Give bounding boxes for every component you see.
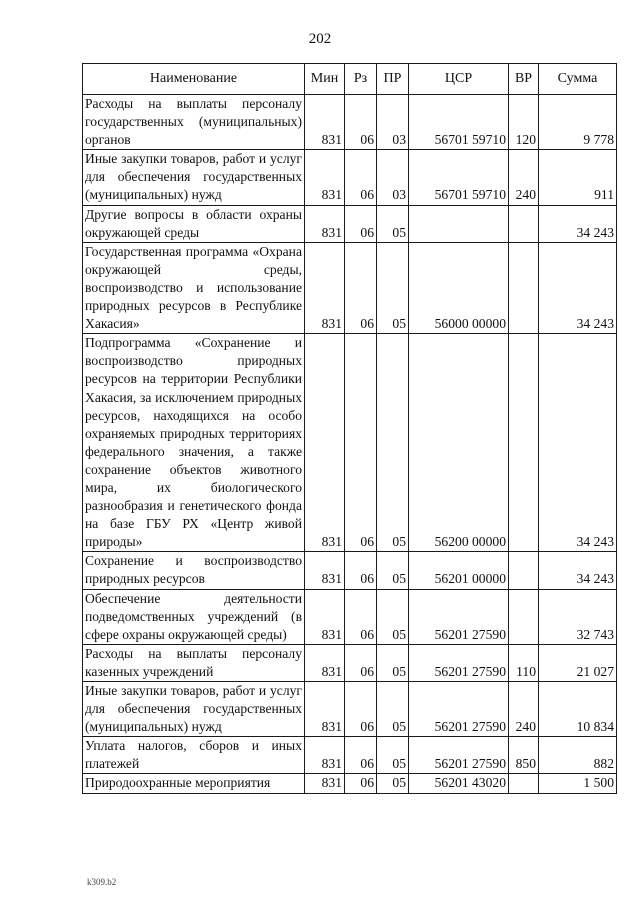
header-csr: ЦСР — [409, 64, 509, 95]
row-csr: 56201 00000 — [409, 552, 509, 589]
table-row — [83, 334, 617, 552]
row-csr: 56201 27590 — [409, 682, 509, 737]
row-pr: 05 — [377, 552, 409, 589]
row-sum: 34 243 — [539, 205, 617, 242]
footer-code: k309.b2 — [87, 877, 117, 887]
row-sum: 34 243 — [539, 334, 617, 552]
row-name: Государственная программа «Охрана окружающей среды, воспроизводство и использование природных ресурсов в Республике Хакасия» — [83, 242, 305, 333]
row-pr: 05 — [377, 682, 409, 737]
row-rz: 06 — [345, 552, 377, 589]
row-csr: 56201 27590 — [409, 644, 509, 681]
row-csr: 56701 59710 — [409, 150, 509, 205]
row-name: Расходы на выплаты персоналу государственных (муниципальных) органов — [83, 95, 305, 150]
table-row — [83, 774, 617, 793]
row-csr: 56201 27590 — [409, 589, 509, 644]
row-vr — [509, 334, 539, 552]
row-vr: 240 — [509, 682, 539, 737]
row-name: Сохранение и воспроизводство природных ресурсов — [83, 552, 305, 589]
header-min: Мин — [305, 64, 345, 95]
row-name: Обеспечение деятельности подведомственных учреждений (в сфере охраны окружающей среды) — [83, 589, 305, 644]
row-rz: 06 — [345, 774, 377, 793]
table-row — [83, 737, 617, 774]
row-vr — [509, 242, 539, 333]
row-min: 831 — [305, 334, 345, 552]
row-sum: 10 834 — [539, 682, 617, 737]
row-csr: 56200 00000 — [409, 334, 509, 552]
header-sum: Сумма — [539, 64, 617, 95]
table-row — [83, 589, 617, 644]
row-pr: 03 — [377, 150, 409, 205]
table-row — [83, 552, 617, 589]
row-rz: 06 — [345, 682, 377, 737]
row-min: 831 — [305, 737, 345, 774]
header-vr: ВР — [509, 64, 539, 95]
row-sum: 9 778 — [539, 95, 617, 150]
row-csr: 56201 27590 — [409, 737, 509, 774]
row-csr: 56201 43020 — [409, 774, 509, 793]
row-vr — [509, 552, 539, 589]
row-rz: 06 — [345, 150, 377, 205]
table-row — [83, 644, 617, 681]
table-row — [83, 682, 617, 737]
row-pr: 05 — [377, 644, 409, 681]
row-name: Уплата налогов, сборов и иных платежей — [83, 737, 305, 774]
row-vr: 110 — [509, 644, 539, 681]
row-name: Иные закупки товаров, работ и услуг для обеспечения государственных (муниципальных) нужд — [83, 150, 305, 205]
row-min: 831 — [305, 150, 345, 205]
header-pr: ПР — [377, 64, 409, 95]
row-rz: 06 — [345, 242, 377, 333]
row-name: Подпрограмма «Сохранение и воспроизводство природных ресурсов на территории Республики Хакасия, за исключением природных ресурсов, находящихся на особо охраняемых природных территориях федерального значения, а также сохранение объектов животного мира, их биологического разнообразия и генетического фонда на базе ГБУ РХ «Центр живой природы» — [83, 334, 305, 552]
row-sum: 1 500 — [539, 774, 617, 793]
row-min: 831 — [305, 589, 345, 644]
row-sum: 911 — [539, 150, 617, 205]
row-sum: 32 743 — [539, 589, 617, 644]
row-pr: 05 — [377, 334, 409, 552]
budget-table — [82, 63, 617, 794]
row-pr: 03 — [377, 95, 409, 150]
row-pr: 05 — [377, 774, 409, 793]
row-rz: 06 — [345, 737, 377, 774]
row-rz: 06 — [345, 334, 377, 552]
row-min: 831 — [305, 552, 345, 589]
row-vr — [509, 589, 539, 644]
row-rz: 06 — [345, 589, 377, 644]
row-sum: 34 243 — [539, 552, 617, 589]
table-row — [83, 242, 617, 333]
row-vr: 850 — [509, 737, 539, 774]
header-rz: Рз — [345, 64, 377, 95]
row-rz: 06 — [345, 95, 377, 150]
row-rz: 06 — [345, 205, 377, 242]
table-row — [83, 150, 617, 205]
table-row — [83, 95, 617, 150]
row-name: Иные закупки товаров, работ и услуг для обеспечения государственных (муниципальных) нужд — [83, 682, 305, 737]
row-name: Природоохранные мероприятия — [83, 774, 305, 793]
row-name: Другие вопросы в области охраны окружающей среды — [83, 205, 305, 242]
row-min: 831 — [305, 774, 345, 793]
row-rz: 06 — [345, 644, 377, 681]
row-csr: 56000 00000 — [409, 242, 509, 333]
row-pr: 05 — [377, 205, 409, 242]
row-pr: 05 — [377, 589, 409, 644]
row-pr: 05 — [377, 242, 409, 333]
table-header-row — [83, 64, 617, 95]
row-min: 831 — [305, 644, 345, 681]
row-min: 831 — [305, 242, 345, 333]
row-csr — [409, 205, 509, 242]
row-vr: 120 — [509, 95, 539, 150]
header-name: Наименование — [83, 64, 305, 95]
row-csr: 56701 59710 — [409, 95, 509, 150]
table-row — [83, 205, 617, 242]
row-pr: 05 — [377, 737, 409, 774]
row-min: 831 — [305, 205, 345, 242]
page-number: 202 — [308, 31, 332, 47]
row-sum: 882 — [539, 737, 617, 774]
row-sum: 34 243 — [539, 242, 617, 333]
row-sum: 21 027 — [539, 644, 617, 681]
row-min: 831 — [305, 682, 345, 737]
row-name: Расходы на выплаты персоналу казенных учреждений — [83, 644, 305, 681]
row-min: 831 — [305, 95, 345, 150]
row-vr — [509, 205, 539, 242]
row-vr — [509, 774, 539, 793]
row-vr: 240 — [509, 150, 539, 205]
